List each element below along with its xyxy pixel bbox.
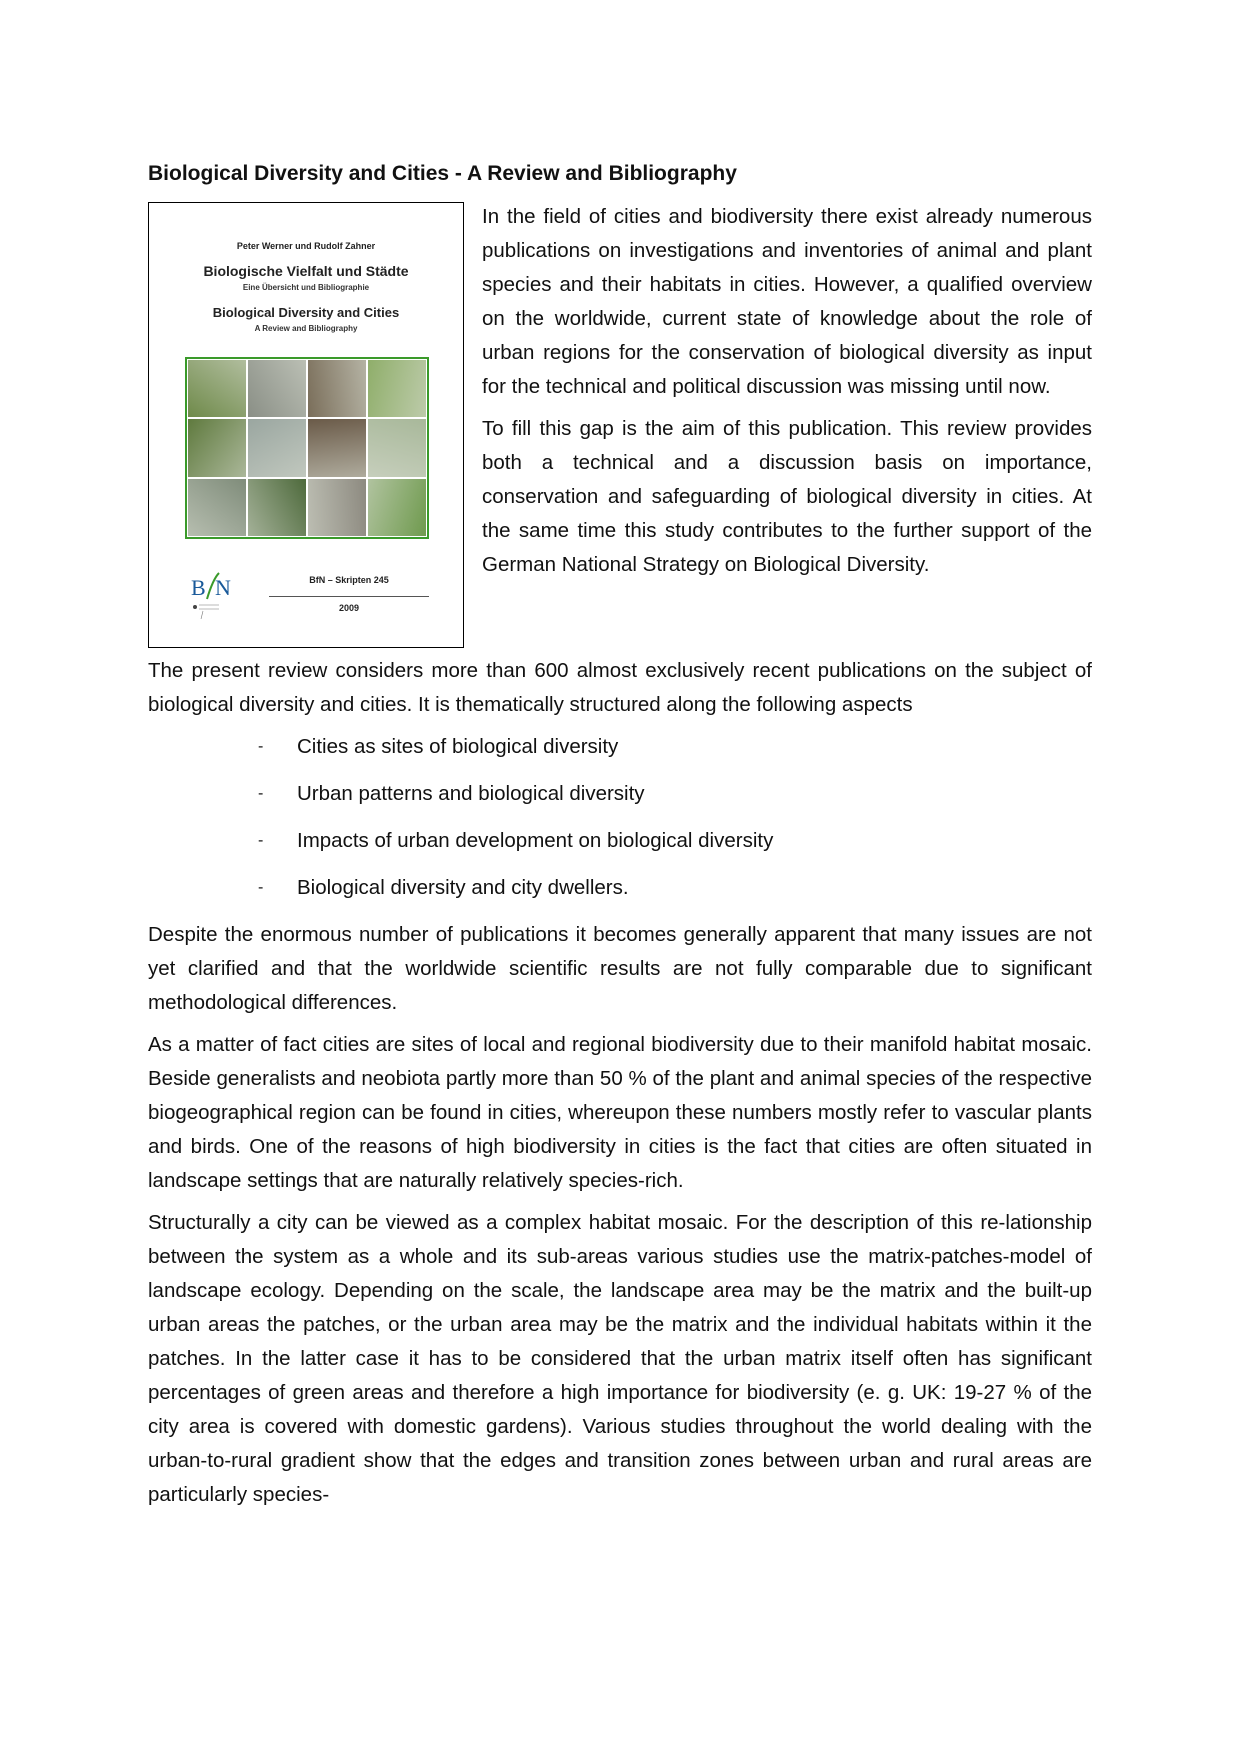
- cover-title-en: Biological Diversity and Cities: [212, 305, 400, 320]
- cover-subtitle-en: A Review and Bibliography: [254, 324, 358, 333]
- bfn-logo-icon: [189, 569, 237, 619]
- list-item: - Impacts of urban development on biological diversity: [148, 824, 1092, 858]
- aspects-list: [148, 730, 1092, 905]
- cover-photo-tile: [188, 479, 246, 536]
- book-cover-image: [148, 202, 464, 648]
- paragraph-body-3: Structurally a city can be viewed as a complex habitat mosaic. For the description of this re-lationship between the system as a whole and its sub-areas various studies use the matrix-patches-model of landscape ecology. Depending on the scale, the landscape area may be the matrix and the built-up urban areas the patches, or the urban area may be the matrix and the individual habitats within it the patches. In the latter case it has to be considered that the urban matrix itself often has significant percentages of green areas and therefore a high importance for biodiversity (e. g. UK: 19-27 % of the city area is covered with domestic gardens). Various studies throughout the world dealing with the urban-to-rural gradient show that the edges and transition zones between urban and rural areas are particularly species-: [148, 1211, 1092, 1506]
- list-dash: -: [258, 785, 264, 802]
- document-title: Biological Diversity and Cities - A Review and Bibliography: [148, 162, 737, 185]
- cover-photo-tile: [308, 479, 366, 536]
- paragraph-intro-1: In the field of cities and biodiversity there exist already numerous publications on investigations and inventories of animal and plant species and their habitats in cities. However, a qualified overview on the worldwide, current state of knowledge about the role of urban regions for the conservation of biological diversity as input for the technical and political discussion was missing until now.: [482, 205, 1092, 398]
- cover-photo-tile: [188, 360, 246, 417]
- cover-title-de: Biologische Vielfalt und Städte: [203, 263, 409, 279]
- cover-photo-tile: [188, 419, 246, 476]
- cover-photo-tile: [368, 419, 426, 476]
- cover-photo-mosaic: [185, 357, 429, 539]
- cover-photo-tile: [308, 360, 366, 417]
- cover-year: 2009: [338, 603, 360, 613]
- list-item: - Cities as sites of biological diversity: [148, 730, 1092, 764]
- list-dash: -: [258, 879, 264, 896]
- svg-text:N: N: [215, 575, 231, 600]
- cover-photo-tile: [308, 419, 366, 476]
- body-section: [148, 654, 1092, 1512]
- paragraph-intro-2: To fill this gap is the aim of this publication. This review provides both a technical and a discussion basis on importance, conservation and safeguarding of biological diversity in cities. At the same time this study contributes to the further support of the German National Strategy on Biological Diversity.: [482, 417, 1092, 576]
- paragraph-body-2: As a matter of fact cities are sites of local and regional biodiversity due to their manifold habitat mosaic. Beside generalists and neobiota partly more than 50 % of the plant and animal species of the respective biogeographical region can be found in cities, whereupon these numbers mostly refer to vascular plants and birds. One of the reasons of high biodiversity in cities is the fact that cities are often situated in landscape settings that are naturally relatively species-rich.: [148, 1033, 1092, 1192]
- intro-text: [482, 200, 1092, 648]
- cover-photo-tile: [248, 360, 306, 417]
- document-page: [148, 160, 1092, 1520]
- paragraph-review: The present review considers more than 600 almost exclusively recent publications on the subject of biological diversity and cities. It is thematically structured along the following aspects: [148, 659, 1092, 716]
- cover-photo-tile: [368, 360, 426, 417]
- list-dash: -: [258, 738, 264, 755]
- intro-section: [148, 200, 1092, 648]
- list-item: - Urban patterns and biological diversity: [148, 777, 1092, 811]
- cover-photo-tile: [368, 479, 426, 536]
- svg-text:B: B: [191, 575, 206, 600]
- cover-photo-tile: [248, 419, 306, 476]
- list-dash: -: [258, 832, 264, 849]
- list-item: - Biological diversity and city dwellers.: [148, 871, 1092, 905]
- cover-photo-tile: [248, 479, 306, 536]
- cover-divider: [269, 596, 429, 597]
- cover-series: BfN – Skripten 245: [309, 575, 389, 585]
- paragraph-body-1: Despite the enormous number of publications it becomes generally apparent that many issues are not yet clarified and that the worldwide scientific results are not fully comparable due to significant methodological differences.: [148, 923, 1092, 1014]
- cover-authors: Peter Werner und Rudolf Zahner: [236, 241, 376, 251]
- cover-subtitle-de: Eine Übersicht und Bibliographie: [242, 283, 370, 292]
